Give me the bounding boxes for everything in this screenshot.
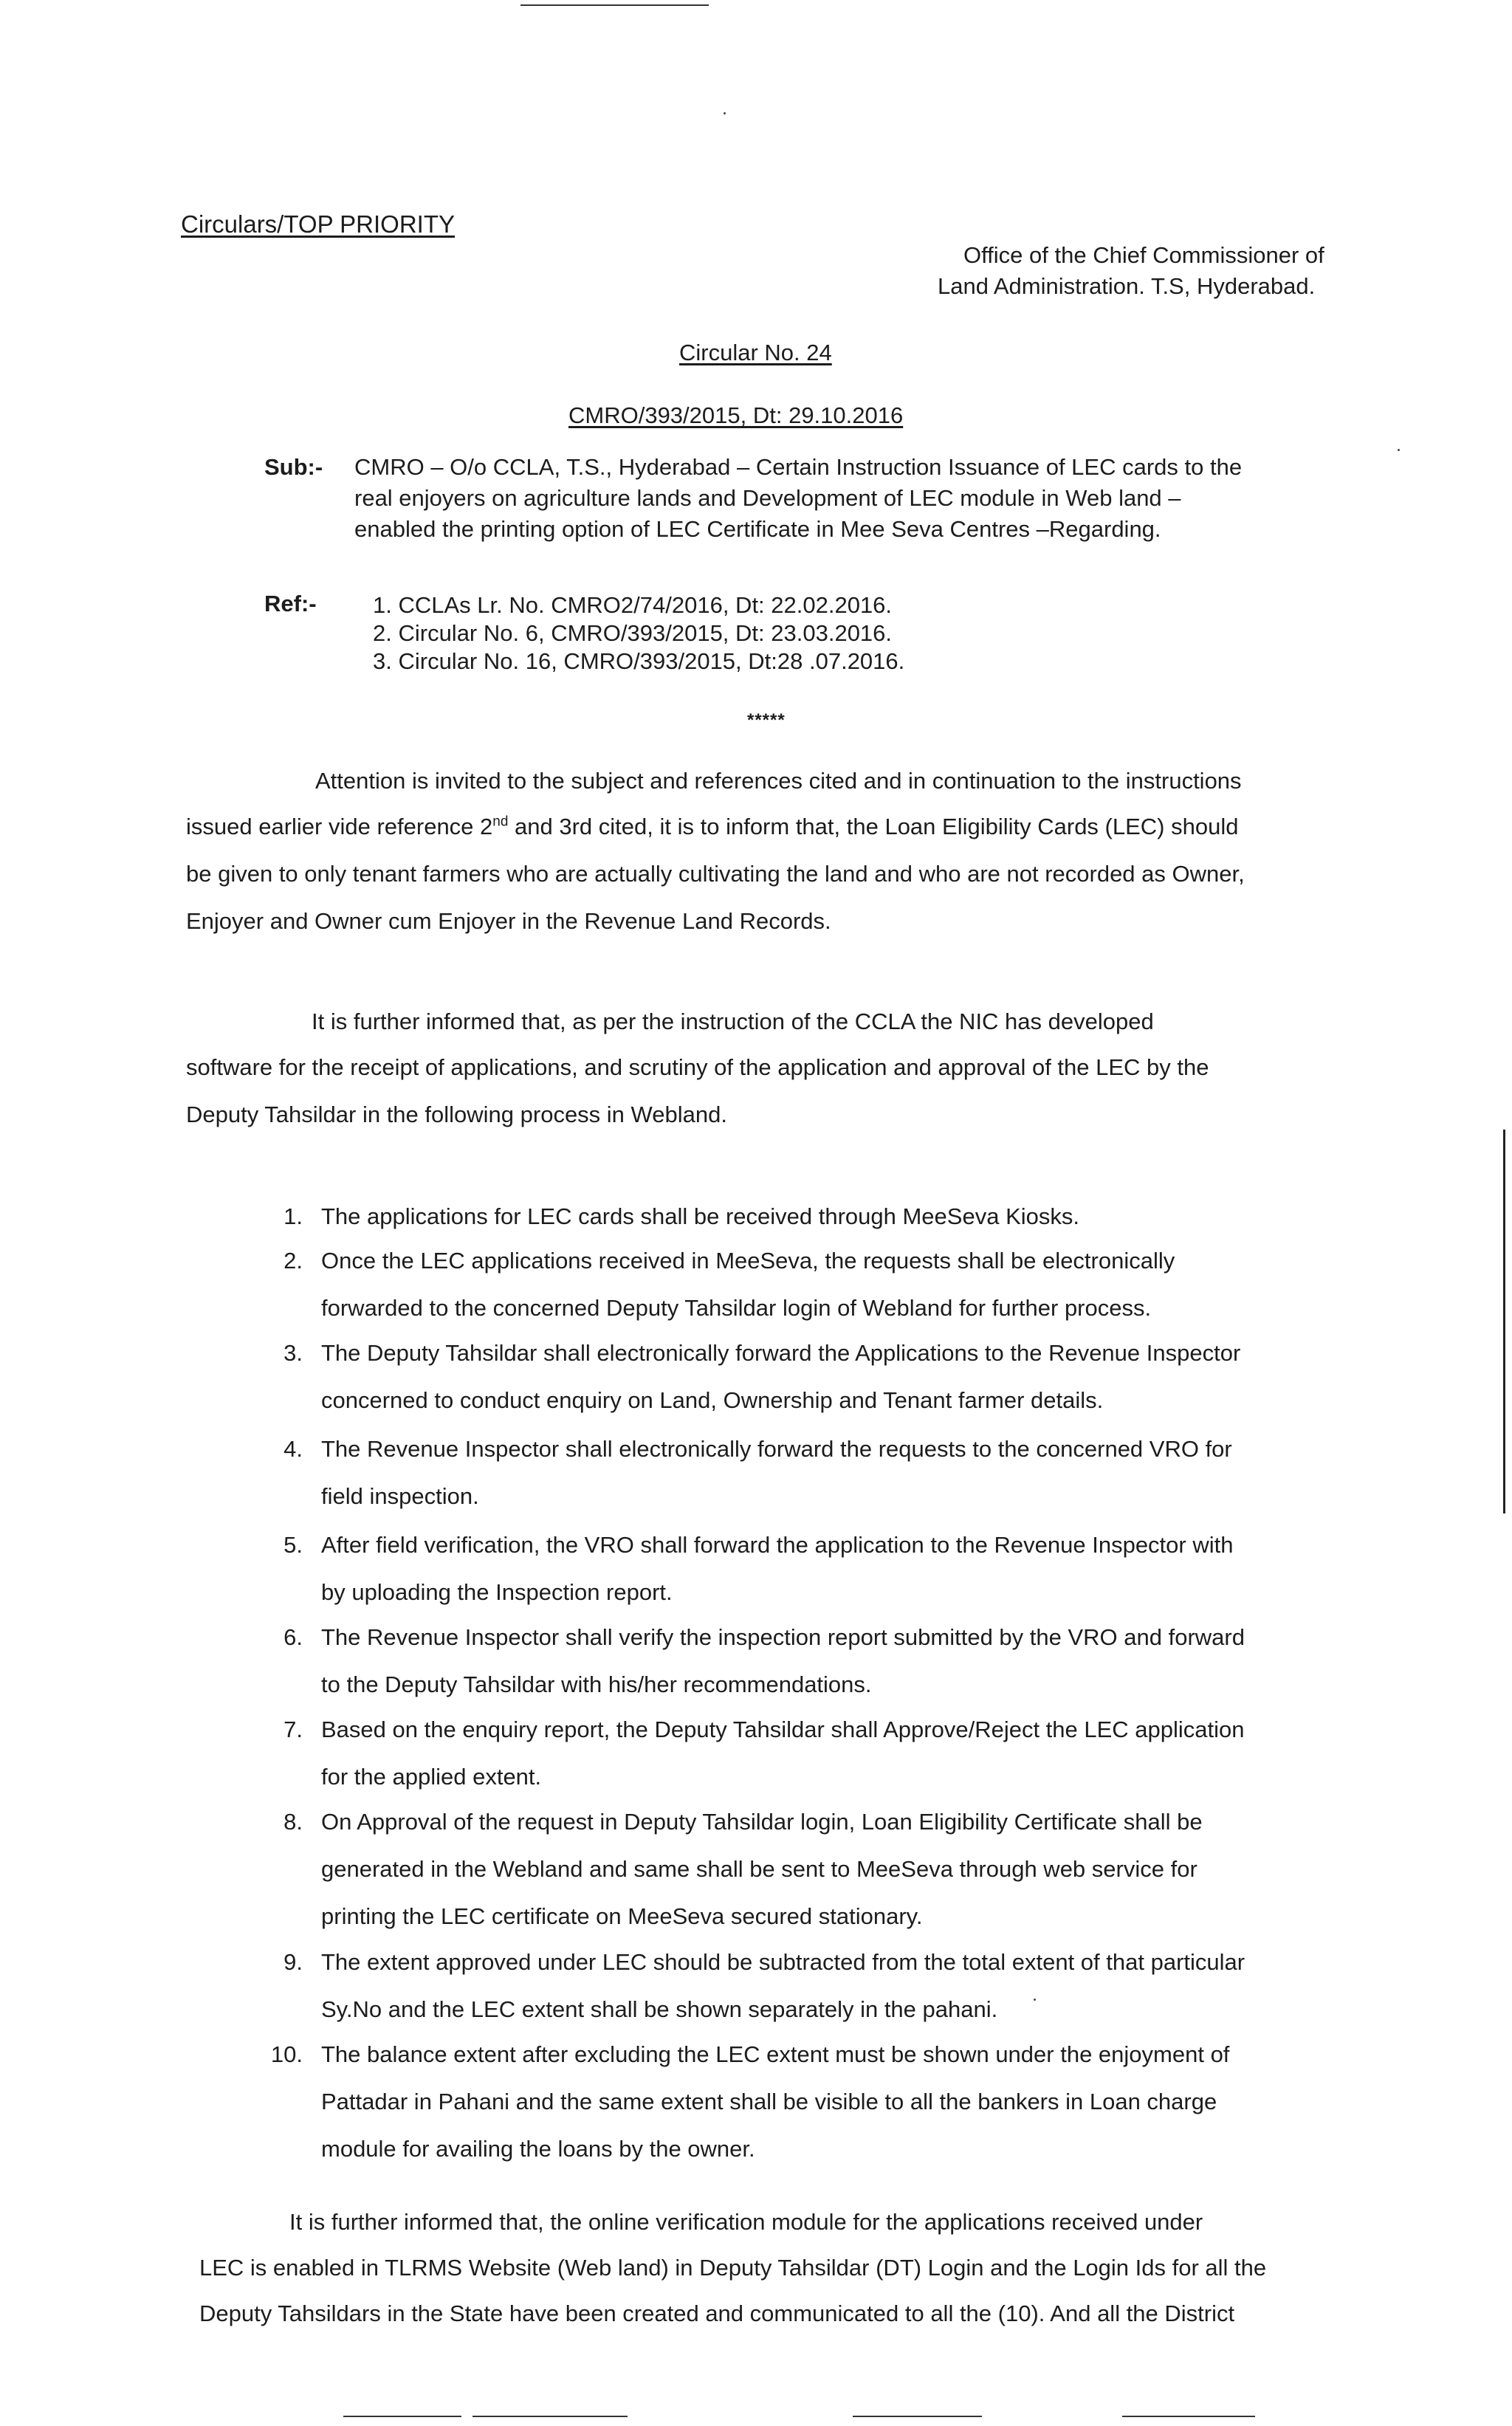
office-line-1: Office of the Chief Commissioner of bbox=[963, 242, 1324, 268]
paragraph-line: LEC is enabled in TLRMS Website (Web land) in Deputy Tahsildar (DT) Login and the Login Ids for all the bbox=[199, 2255, 1267, 2281]
list-item-line: module for availing the loans by the owner. bbox=[321, 2136, 755, 2162]
circular-number: Circular No. 24 bbox=[679, 340, 832, 365]
list-item-line: Sy.No and the LEC extent shall be shown separately in the pahani. bbox=[321, 1996, 998, 2022]
paragraph-line: be given to only tenant farmers who are actually cultivating the land and who are not recorded as Owner, bbox=[186, 861, 1245, 887]
reference-item: 1. CCLAs Lr. No. CMRO2/74/2016, Dt: 22.02.2016. bbox=[373, 592, 893, 618]
list-item-line: After field verification, the VRO shall forward the application to the Revenue Inspector with bbox=[321, 1532, 1234, 1558]
circular-priority-label: Circulars/TOP PRIORITY bbox=[181, 210, 456, 238]
list-item-line: field inspection. bbox=[321, 1483, 479, 1509]
list-item-line: The Revenue Inspector shall electronically forward the requests to the concerned VRO for bbox=[321, 1436, 1232, 1462]
paragraph-text: issued earlier vide reference 2 bbox=[186, 814, 493, 839]
paragraph-line: software for the receipt of applications, and scrutiny of the application and approval of the LEC by the bbox=[186, 1054, 1209, 1080]
list-item-line: concerned to conduct enquiry on Land, Ownership and Tenant farmer details. bbox=[321, 1387, 1104, 1413]
list-item-number: 6. bbox=[284, 1624, 303, 1650]
subject-line: CMRO – O/o CCLA, T.S., Hyderabad – Certain Instruction Issuance of LEC cards to the bbox=[354, 454, 1243, 480]
list-item-line: On Approval of the request in Deputy Tahsildar login, Loan Eligibility Certificate shall be bbox=[321, 1809, 1203, 1835]
list-item-number: 5. bbox=[284, 1532, 303, 1558]
list-item-line: forwarded to the concerned Deputy Tahsildar login of Webland for further process. bbox=[321, 1295, 1152, 1321]
paragraph-text: and 3rd cited, it is to inform that, the Loan Eligibility Cards (LEC) should bbox=[508, 814, 1239, 839]
subject-label: Sub:- bbox=[264, 454, 323, 480]
references-label: Ref:- bbox=[264, 591, 317, 616]
list-item-number: 2. bbox=[284, 1248, 303, 1274]
list-item-line: for the applied extent. bbox=[321, 1764, 542, 1790]
list-item-line: The applications for LEC cards shall be received through MeeSeva Kiosks. bbox=[321, 1203, 1079, 1229]
list-item-number: 8. bbox=[284, 1809, 303, 1835]
list-item-number: 3. bbox=[284, 1340, 303, 1366]
paragraph-line: Deputy Tahsildars in the State have been created and communicated to all the (10). And all the District bbox=[199, 2300, 1235, 2326]
list-item-number: 1. bbox=[284, 1203, 303, 1229]
paragraph-line: It is further informed that, the online verification module for the applications received under bbox=[289, 2209, 1203, 2235]
list-item-line: Based on the enquiry report, the Deputy Tahsildar shall Approve/Reject the LEC application bbox=[321, 1717, 1245, 1742]
bottom-scan-rule bbox=[343, 2416, 461, 2417]
ordinal-superscript: nd bbox=[492, 814, 509, 830]
paragraph-line: Deputy Tahsildar in the following process in Webland. bbox=[186, 1102, 727, 1127]
list-item-number: 7. bbox=[284, 1717, 303, 1742]
subject-line: enabled the printing option of LEC Certificate in Mee Seva Centres –Regarding. bbox=[354, 516, 1161, 542]
list-item-line: generated in the Webland and same shall be sent to MeeSeva through web service for bbox=[321, 1856, 1197, 1882]
bottom-scan-rule bbox=[853, 2416, 982, 2417]
reference-item: 2. Circular No. 6, CMRO/393/2015, Dt: 23.03.2016. bbox=[373, 620, 893, 646]
list-item-number: 4. bbox=[284, 1436, 303, 1462]
section-separator: ***** bbox=[747, 710, 786, 730]
office-line-2: Land Administration. T.S, Hyderabad. bbox=[938, 273, 1316, 299]
list-item-number: 10. bbox=[270, 2041, 303, 2067]
list-item-line: The Deputy Tahsildar shall electronically forward the Applications to the Revenue Inspector bbox=[321, 1340, 1241, 1366]
list-item-line: printing the LEC certificate on MeeSeva secured stationary. bbox=[321, 1903, 923, 1929]
list-item-line: The balance extent after excluding the LEC extent must be shown under the enjoyment of bbox=[321, 2041, 1230, 2067]
list-item-line: Pattadar in Pahani and the same extent shall be visible to all the bankers in Loan charge bbox=[321, 2089, 1217, 2114]
list-item-line: The extent approved under LEC should be subtracted from the total extent of that particular bbox=[321, 1949, 1245, 1975]
list-item-line: to the Deputy Tahsildar with his/her recommendations. bbox=[321, 1671, 872, 1697]
list-item-number: 9. bbox=[284, 1949, 303, 1975]
reference-item: 3. Circular No. 16, CMRO/393/2015, Dt:28 .07.2016. bbox=[373, 648, 905, 674]
list-item-line: The Revenue Inspector shall verify the inspection report submitted by the VRO and forward bbox=[321, 1624, 1245, 1650]
list-item-line: Once the LEC applications received in MeeSeva, the requests shall be electronically bbox=[321, 1248, 1175, 1274]
subject-line: real enjoyers on agriculture lands and Development of LEC module in Web land – bbox=[354, 485, 1181, 511]
bottom-scan-rule bbox=[472, 2416, 628, 2417]
paragraph-line: Enjoyer and Owner cum Enjoyer in the Revenue Land Records. bbox=[186, 908, 831, 934]
bottom-scan-rule bbox=[1122, 2416, 1255, 2417]
paragraph-line: It is further informed that, as per the instruction of the CCLA the NIC has developed bbox=[312, 1008, 1154, 1034]
list-item-line: by uploading the Inspection report. bbox=[321, 1579, 673, 1605]
circular-reference-number: CMRO/393/2015, Dt: 29.10.2016 bbox=[568, 402, 904, 428]
paragraph-line: Attention is invited to the subject and references cited and in continuation to the instructions bbox=[315, 768, 1242, 794]
